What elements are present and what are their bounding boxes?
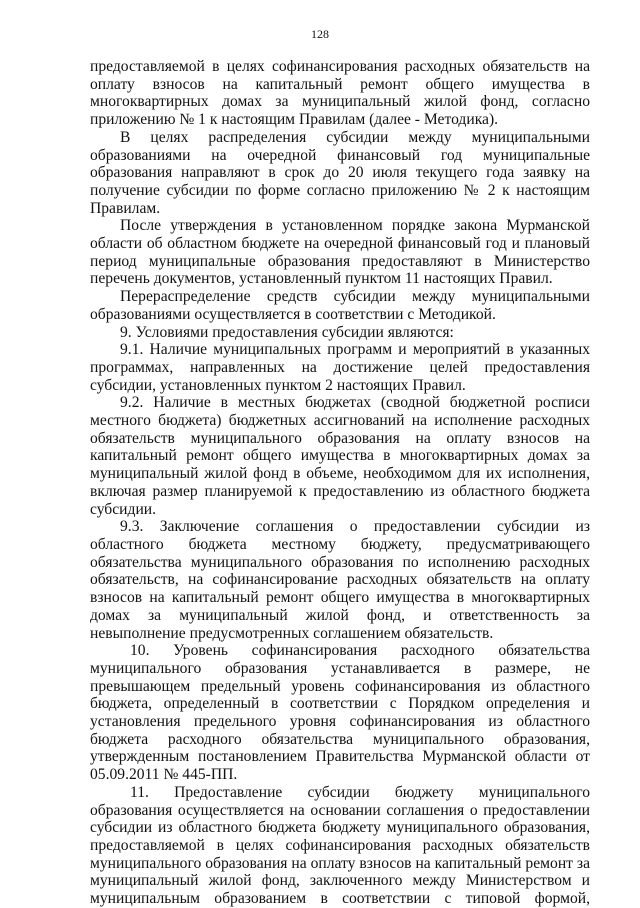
paragraph-item-9-3: 9.3. Заключение соглашения о предоставлении субсидии из областного бюджета местному бюджету, предусматривающего обязательства муниципального образования по исполнению расходных обязательств, на софинансирование расходных обязательств на оплату взносов на капитальный ремонт общего имущества в многоквартирных домах за муниципальный жилой фонд, и ответственность за невыполнение предусмотренных соглашением обязательств. bbox=[90, 518, 590, 642]
paragraph-item-9-2: 9.2. Наличие в местных бюджетах (сводной бюджетной росписи местного бюджета) бюджетных ассигнований на исполнение расходных обязательств муниципального образования на оплату взносов на капитальный ремонт общего имущества в многоквартирных домах за муниципальный жилой фонд в объеме, необходимом для их исполнения, включая размер планируемой к предоставлению из областного бюджета субсидии. bbox=[90, 394, 590, 518]
paragraph-redistribution: Перераспределение средств субсидии между муниципальными образованиями осуществляется в соответствии с Методикой. bbox=[90, 288, 590, 323]
paragraph-application-deadline: В целях распределения субсидии между муниципальными образованиями на очередной финансовый год муниципальные образования направляют в срок до 20 июля текущего года заявку на получение субсидии по форме согласно приложению № 2 к настоящим Правилам. bbox=[90, 128, 590, 217]
paragraph-item-11: 11. Предоставление субсидии бюджету муниципального образования осуществляется на основании соглашения о предоставлении субсидии из областного бюджета бюджету муниципального образования, предоставляемой в целях софинансирования расходных обязательств муниципального образования на оплату взносов на капитальный ремонт за муниципальный жилой фонд, заключенного между Министерством и муниципальным образованием в соответствии с типовой формой, bbox=[90, 783, 590, 908]
paragraph-documents-submission: После утверждения в установленном порядке закона Мурманской области об областном бюджете на очередной финансовый год и плановый период муниципальные образования предоставляют в Министерство перечень документов, установленный пунктом 11 настоящих Правил. bbox=[90, 217, 590, 288]
page-number: 128 bbox=[311, 27, 329, 41]
paragraph-methodology-continuation: предоставляемой в целях софинансирования расходных обязательств на оплату взносов на капитальный ремонт общего имущества в многоквартирных домах за муниципальный жилой фонд, согласно приложению № 1 к настоящим Правилам (далее - Методика). bbox=[90, 58, 590, 129]
paragraph-item-9: 9. Условиями предоставления субсидии являются: bbox=[120, 323, 454, 341]
paragraph-item-10: 10. Уровень софинансирования расходного обязательства муниципального образования устанавливается в размере, не превышающем предельный уровень софинансирования из областного бюджета, определенный в соответствии с Порядком определения и установления предельного уровня софинансирования из областного бюджета расходного обязательства муниципального образования, утвержденным постановлением Правительства Мурманской области от 05.09.2011 № 445-ПП. bbox=[90, 642, 590, 784]
document-body bbox=[90, 58, 590, 908]
paragraph-item-9-1: 9.1. Наличие муниципальных программ и мероприятий в указанных программах, направленных на достижение целей предоставления субсидии, установленных пунктом 2 настоящих Правил. bbox=[90, 341, 590, 394]
